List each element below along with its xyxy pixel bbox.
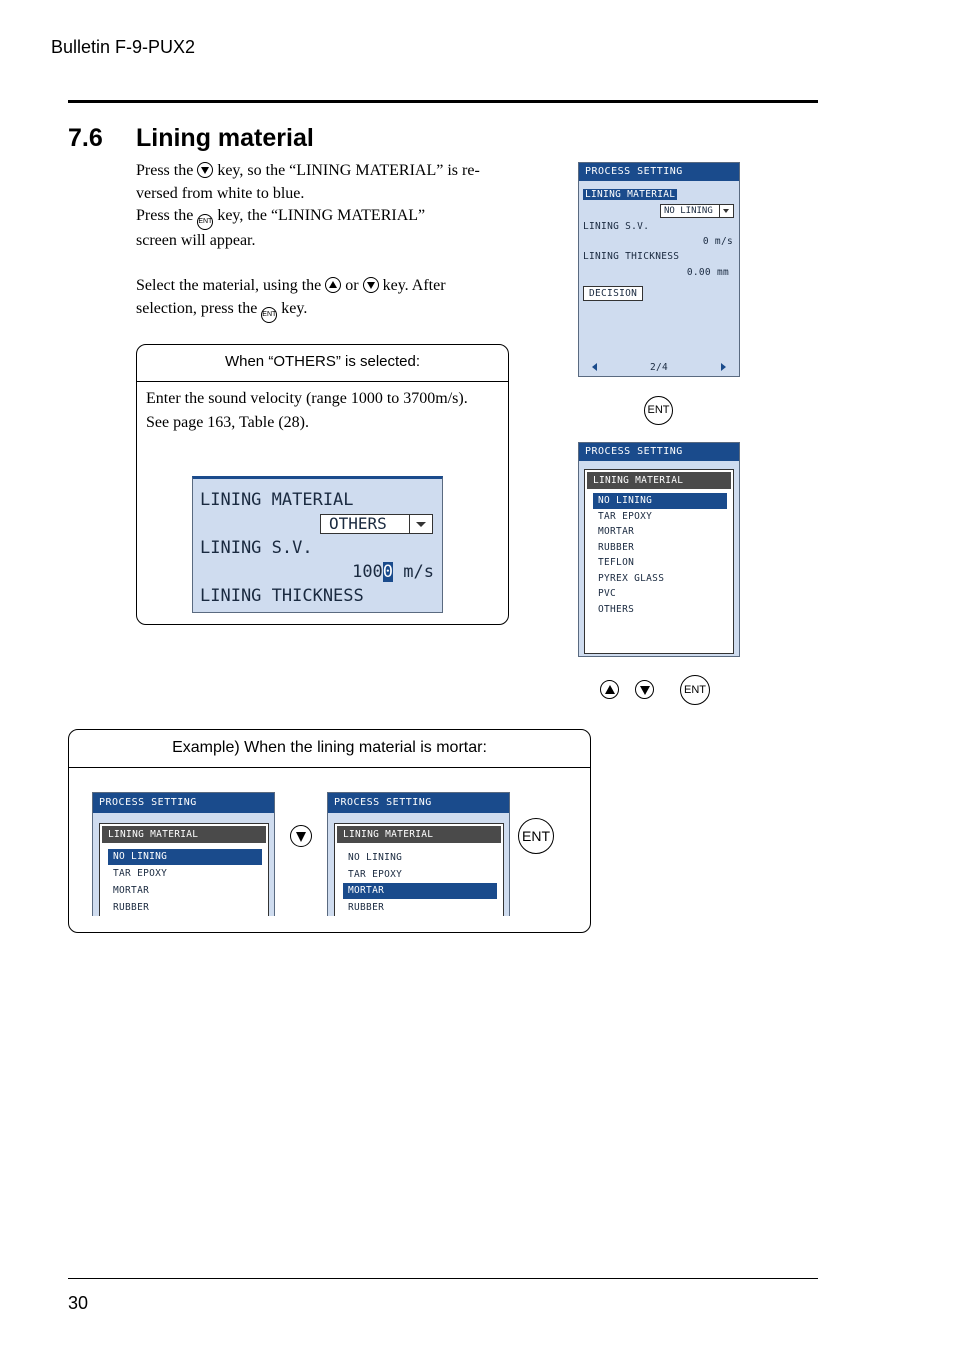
bottom-rule bbox=[68, 1278, 818, 1279]
list-item-rubber[interactable]: RUBBER bbox=[348, 902, 385, 913]
chevron-down-icon bbox=[719, 205, 733, 217]
sv-input[interactable] bbox=[352, 562, 434, 582]
material-dropdown[interactable] bbox=[660, 204, 734, 218]
chevron-down-icon bbox=[409, 515, 432, 533]
ent-key-icon: ENT bbox=[680, 675, 710, 705]
list-title: LINING MATERIAL bbox=[102, 826, 266, 843]
lining-list-screen bbox=[578, 442, 740, 657]
page-indicator: 2/4 bbox=[650, 362, 669, 373]
lining-material-item[interactable]: LINING MATERIAL bbox=[585, 189, 676, 200]
others-screen bbox=[192, 476, 443, 613]
list-title: LINING MATERIAL bbox=[587, 472, 731, 489]
text: key, the “LINING MATERIAL” bbox=[217, 207, 426, 224]
thickness-value: 0.00 mm bbox=[686, 267, 729, 278]
text: Select the material, using the bbox=[136, 277, 322, 294]
list-item-teflon[interactable]: TEFLON bbox=[598, 557, 635, 568]
sv-cursor: 0 bbox=[382, 562, 394, 582]
ent-key-icon: ENT bbox=[518, 818, 554, 854]
list-item-rubber[interactable]: RUBBER bbox=[598, 541, 635, 553]
label-lining-thickness: LINING THICKNESS bbox=[583, 251, 680, 262]
screen-title: PROCESS SETTING bbox=[93, 793, 274, 813]
list-item-no-lining[interactable]: NO LINING bbox=[108, 849, 262, 865]
down-key-icon bbox=[635, 680, 654, 699]
section-title: Lining material bbox=[136, 124, 314, 152]
list-item-mortar[interactable]: MORTAR bbox=[343, 883, 497, 899]
label-lining-thickness: LINING THICKNESS bbox=[200, 586, 364, 606]
next-page-icon[interactable] bbox=[721, 363, 726, 371]
screen-title: PROCESS SETTING bbox=[579, 443, 739, 461]
text: key, so the “LINING MATERIAL” is re- bbox=[217, 162, 480, 179]
label-lining-sv: LINING S.V. bbox=[200, 538, 313, 558]
callout-text: See page 163, Table (28). bbox=[146, 414, 309, 431]
list-item-tar-epoxy[interactable]: TAR EPOXY bbox=[113, 868, 168, 879]
text: or bbox=[345, 277, 359, 294]
instruction-line bbox=[136, 160, 536, 183]
callout-heading: Example) When the lining material is mortar: bbox=[69, 730, 590, 768]
list-item-no-lining[interactable]: NO LINING bbox=[593, 493, 727, 509]
down-key-icon bbox=[363, 277, 379, 293]
instructions bbox=[136, 160, 536, 323]
bulletin-id: Bulletin F-9-PUX2 bbox=[51, 37, 196, 57]
label-lining-material: LINING MATERIAL bbox=[200, 490, 354, 510]
list-item-tar-epoxy[interactable]: TAR EPOXY bbox=[348, 869, 403, 880]
instruction-line: screen will appear. bbox=[136, 232, 256, 249]
dropdown-value: NO LINING bbox=[664, 206, 713, 216]
page-number: 30 bbox=[68, 1293, 89, 1313]
list-item-rubber[interactable]: RUBBER bbox=[113, 902, 150, 913]
material-dropdown[interactable] bbox=[320, 514, 433, 534]
example-screen-before bbox=[92, 792, 275, 916]
down-key-icon bbox=[197, 162, 213, 178]
callout-heading: When “OTHERS” is selected: bbox=[137, 345, 508, 382]
example-callout bbox=[68, 729, 591, 933]
sv-value: 0 m/s bbox=[702, 236, 733, 247]
ent-key-icon: ENT bbox=[261, 307, 277, 323]
lining-material-list bbox=[584, 469, 734, 654]
list-item-pvc[interactable]: PVC bbox=[598, 588, 617, 599]
list-item-tar-epoxy[interactable]: TAR EPOXY bbox=[598, 510, 653, 522]
list-item-mortar[interactable]: MORTAR bbox=[113, 885, 150, 896]
instruction-line: versed from white to blue. bbox=[136, 184, 305, 202]
section-number: 7.6 bbox=[68, 124, 103, 152]
instruction-line bbox=[136, 298, 536, 323]
list-item-others[interactable]: OTHERS bbox=[598, 603, 635, 615]
sv-unit: m/s bbox=[393, 562, 434, 582]
ent-key-icon: ENT bbox=[197, 214, 213, 230]
list-item-pyrex-glass[interactable]: PYREX GLASS bbox=[598, 572, 665, 584]
text: Press the bbox=[136, 207, 194, 224]
callout-text: Enter the sound velocity (range 1000 to 3700m/s). bbox=[146, 390, 468, 407]
screen-title: PROCESS SETTING bbox=[328, 793, 509, 813]
dropdown-value: OTHERS bbox=[329, 514, 387, 533]
decision-button[interactable]: DECISION bbox=[583, 286, 643, 301]
list-item-no-lining[interactable]: NO LINING bbox=[348, 852, 403, 863]
instruction-line bbox=[136, 275, 536, 298]
lining-material-list bbox=[99, 823, 269, 916]
list-item-mortar[interactable]: MORTAR bbox=[598, 526, 635, 537]
text: key. bbox=[281, 299, 308, 317]
up-key-icon bbox=[325, 277, 341, 293]
process-setting-screen bbox=[578, 162, 740, 377]
list-title: LINING MATERIAL bbox=[337, 826, 501, 843]
text: key. After bbox=[382, 277, 446, 294]
sv-value: 100 bbox=[352, 562, 383, 582]
text: selection, press the bbox=[136, 299, 258, 317]
screen-title: PROCESS SETTING bbox=[579, 163, 739, 181]
prev-page-icon[interactable] bbox=[592, 363, 597, 371]
text: Press the bbox=[136, 162, 194, 179]
up-key-icon bbox=[600, 680, 619, 699]
top-rule bbox=[68, 100, 818, 103]
example-screen-after bbox=[327, 792, 510, 916]
down-key-icon bbox=[290, 825, 312, 847]
others-callout bbox=[136, 344, 509, 625]
label-lining-sv: LINING S.V. bbox=[583, 221, 650, 232]
instruction-line bbox=[136, 205, 536, 230]
ent-key-icon: ENT bbox=[644, 396, 673, 425]
lining-material-list bbox=[334, 823, 504, 916]
